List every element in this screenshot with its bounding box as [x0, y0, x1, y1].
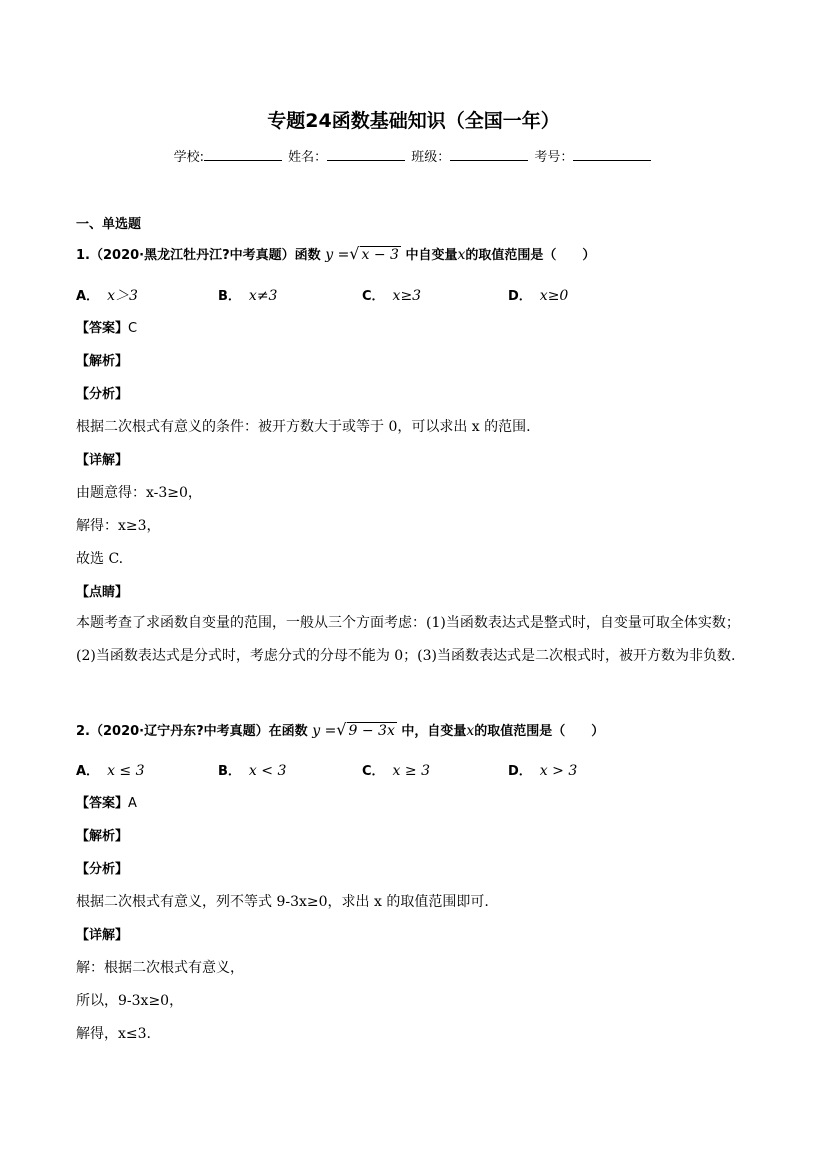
- option-label: D．: [508, 289, 532, 304]
- question-1-option-b: [218, 285, 277, 304]
- question-1-detail-line-2: 解得：x≥3，: [76, 518, 161, 534]
- option-text: x < 3: [248, 763, 287, 779]
- question-2-formula-lhs: y =: [312, 723, 337, 739]
- school-label: 学校:: [173, 150, 204, 165]
- question-2-option-c: [362, 760, 430, 779]
- question-1-detail-line-3: 故选 C.: [76, 551, 124, 567]
- option-text: x＞3: [107, 288, 138, 304]
- question-1-var: x: [457, 247, 466, 263]
- question-2-detail-line-3: 解得，x≤3.: [76, 1026, 151, 1042]
- question-2-detail-line-1: 解：根据二次根式有意义，: [76, 960, 244, 976]
- option-text: x≥3: [392, 288, 422, 304]
- question-1-radicand: x − 3: [361, 247, 399, 263]
- answer-label: 【答案】: [76, 321, 129, 336]
- question-1-text-c: 的取值范围是（ ）: [465, 248, 596, 263]
- student-info-line: [0, 146, 827, 165]
- school-blank[interactable]: [204, 148, 282, 161]
- question-1-detail-label: 【详解】: [76, 453, 129, 468]
- answer-label: 【答案】: [76, 796, 129, 811]
- option-label: C．: [362, 764, 385, 779]
- option-text: x≥0: [539, 288, 569, 304]
- option-text: x ≤ 3: [107, 763, 145, 779]
- exam-number-blank[interactable]: [573, 148, 651, 161]
- question-2-source: （2020·辽宁丹东?中考真题）: [89, 724, 269, 739]
- name-blank[interactable]: [327, 148, 405, 161]
- question-1-comment-label: 【点睛】: [76, 585, 129, 600]
- question-1-fenxi-text: 根据二次根式有意义的条件：被开方数大于或等于 0，可以求出 x 的范围.: [76, 419, 531, 435]
- question-2-number: 2.: [76, 724, 90, 739]
- question-1-analysis-label: 【解析】: [76, 354, 129, 369]
- option-text: x ≥ 3: [392, 763, 430, 779]
- question-2-option-b: [218, 760, 286, 779]
- name-label: 姓名：: [288, 150, 328, 165]
- question-1-option-c: [362, 285, 421, 304]
- question-1-stem: [76, 244, 595, 263]
- question-2-option-a: [76, 760, 145, 779]
- question-2-var: x: [466, 723, 475, 739]
- question-1-option-a: [76, 285, 138, 305]
- question-1-text-a: 函数: [294, 248, 321, 263]
- document-title: 专题24函数基础知识（全国一年）: [267, 110, 560, 132]
- question-1-option-d: [508, 285, 568, 304]
- exam-number-label: 考号：: [534, 150, 574, 165]
- question-1-number: 1.: [76, 248, 90, 263]
- question-2-detail-label: 【详解】: [76, 928, 129, 943]
- question-2-sqrt: √ 9 − 3x: [336, 720, 395, 739]
- question-2-analysis-label: 【解析】: [76, 829, 129, 844]
- question-1-fenxi-label: 【分析】: [76, 387, 129, 402]
- question-2-text-c: 的取值范围是（ ）: [474, 724, 605, 739]
- question-1-sqrt: √ x − 3: [349, 244, 399, 263]
- question-2-text-a: 在函数: [268, 724, 308, 739]
- question-2-fenxi-text: 根据二次根式有意义，列不等式 9-3x≥0，求出 x 的取值范围即可.: [76, 894, 489, 910]
- class-blank[interactable]: [450, 148, 528, 161]
- question-2-detail-line-2: 所以，9-3x≥0，: [76, 993, 184, 1009]
- option-label: A．: [76, 289, 100, 304]
- question-2-answer: [76, 792, 137, 811]
- option-label: D．: [508, 764, 532, 779]
- option-text: x≠3: [248, 288, 278, 304]
- class-label: 班级：: [411, 150, 451, 165]
- option-text: x > 3: [539, 763, 578, 779]
- question-2-radicand: 9 − 3x: [348, 723, 395, 739]
- option-label: C．: [362, 289, 385, 304]
- question-2-fenxi-label: 【分析】: [76, 862, 129, 877]
- question-1-text-b: 中自变量: [405, 248, 458, 263]
- question-1-source: （2020·黑龙江牡丹江?中考真题）: [89, 248, 295, 263]
- question-1-detail-line-1: 由题意得：x-3≥0，: [76, 485, 202, 501]
- option-label: A．: [76, 764, 100, 779]
- question-1-comment-text: 本题考查了求函数自变量的范围，一般从三个方面考虑：(1)当函数表达式是整式时，自变量可取全体实数；(2)当函数表达式是分式时，考虑分式的分母不能为 0；(3)当函数表达式是二次根式时，被开方数为非负数.: [76, 615, 740, 664]
- option-label: B．: [218, 289, 241, 304]
- question-2-stem: [76, 720, 604, 739]
- section-heading: 一、单选题: [76, 217, 142, 232]
- answer-value: A: [128, 796, 137, 811]
- question-1-answer: [76, 317, 137, 336]
- question-2-text-b: 中，自变量: [401, 724, 467, 739]
- question-1-formula-lhs: y =: [325, 247, 350, 263]
- option-label: B．: [218, 764, 241, 779]
- question-2-option-d: [508, 760, 577, 779]
- answer-value: C: [128, 321, 138, 336]
